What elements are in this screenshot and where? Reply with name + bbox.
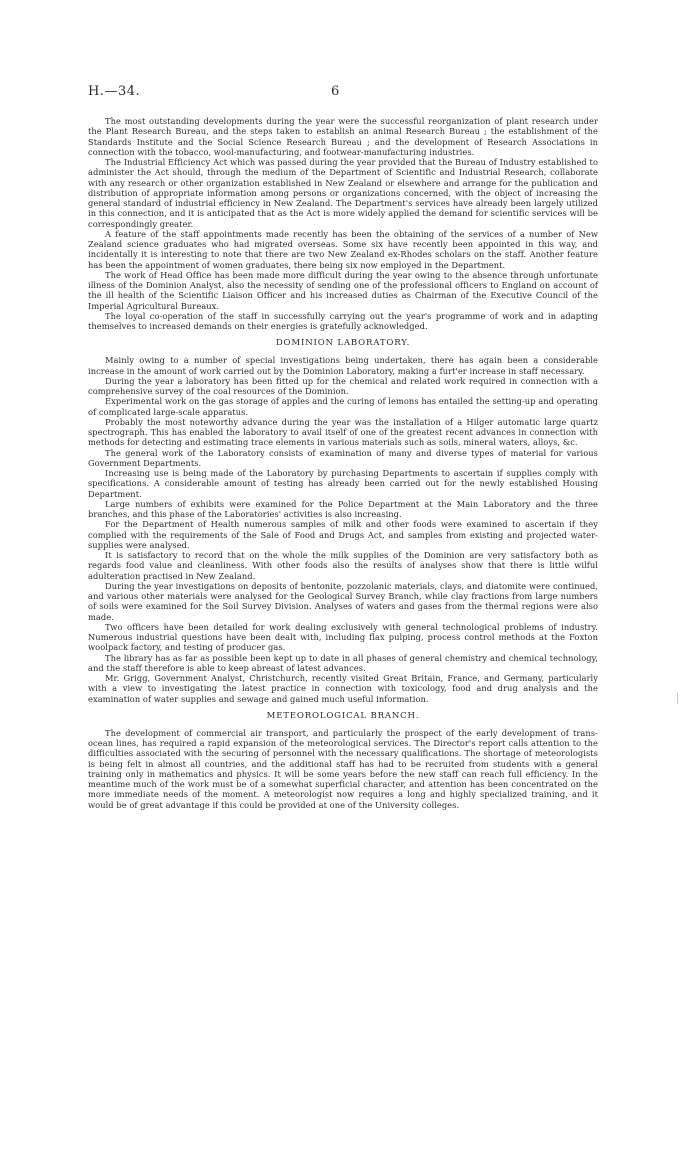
paragraph: Probably the most noteworthy advance during the year was the installation of a Hilger automatic large quartz spectrograph. This has enabled the laboratory to avail itself of one of the greatest recent advances in connection with methods for detecting and estimating trace elements in various materials such as soils, mineral waters, alloys, &c. [88, 416, 598, 448]
paragraph: The general work of the Laboratory consists of examination of many and diverse types of material for various Government Departments. [88, 447, 598, 468]
paragraph: It is satisfactory to record that on the whole the milk supplies of the Dominion are very satisfactory both as regards food value and cleanliness. With other foods also the results of analyses show that there is little wilful adulteration practised in New Zealand. [88, 550, 598, 581]
paragraph: Increasing use is being made of the Laboratory by purchasing Departments to ascertain if supplies comply with specifications. A considerable amount of testing has already been carried out for the newly established Housing Department. [88, 468, 598, 499]
meteorological-branch-section [88, 711, 598, 810]
margin-mark [677, 692, 678, 704]
paragraph: During the year investigations on deposits of bentonite, pozzolanic materials, clays, and diatomite were continued, and various other materials were analysed for the Geological Survey Branch, while clay fractions from large numbers of soils were examined for the Soil Survey Division. Analyses of waters and gases from the thermal regions were also made. [88, 580, 598, 622]
paragraph: The Industrial Efficiency Act which was passed during the year provided that the Bureau of Industry established to administer the Act should, through the medium of the Department of Scientific and Industrial Research, collaborate with any research or other organization established in New Zealand or elsewhere and arrange for the publication and distribution of appropriate information among persons or organizations concerned, with the object of increasing the general standard of industrial efficiency in New Zealand. The Department's services have already been largely utilized in this connection, and it is anticipated that as the Act is more widely applied the demand for scientific services will be correspondingly greater. [88, 157, 598, 229]
paragraph: Mainly owing to a number of special investigations being undertaken, there has again been a considerable increase in the amount of work carried out by the Dominion Laboratory, making a furt'er increase in staff necessary. [88, 355, 598, 376]
section-heading: DOMINION LABORATORY. [275, 338, 411, 349]
paragraph: Mr. Grigg, Government Analyst, Christchurch, recently visited Great Britain, France, and Germany, particularly with a view to investigating the latest practice in connection with toxicology, food and drug analysis and the examination of water supplies and sewage and gained much useful information. [88, 673, 598, 704]
document-id: H.—34. [88, 84, 141, 99]
paragraph: Large numbers of exhibits were examined for the Police Department at the Main Laboratory and the three branches, and this phase of the Laboratories' activities is also increasing. [88, 498, 598, 519]
intro-section [88, 116, 598, 331]
page-number: 6 [331, 84, 340, 99]
paragraph: A feature of the staff appointments made recently has been the obtaining of the services of a number of New Zealand science graduates who had migrated overseas. Some six have recently been appointed in this way, and incidentally it is interesting to note that there are two New Zealand ex-Rhodes scholars on the staff. Another feature has been the appointment of women graduates, there being six now employed in the Department. [88, 228, 598, 270]
paragraph: During the year a laboratory has been fitted up for the chemical and related work required in connection with a comprehensive survey of the coal resources of the Dominion. [88, 375, 598, 396]
page-header [88, 84, 612, 104]
paragraph: The loyal co-operation of the staff in successfully carrying out the year's programme of work and in adapting themselves to increased demands on their energies is gratefully acknowledged. [88, 310, 598, 331]
paragraph: For the Department of Health numerous samples of milk and other foods were examined to ascertain if they complied with the requirements of the Sale of Food and Drugs Act, and samples from existing and projected water-supplies were analysed. [88, 519, 598, 550]
paragraph: The library has as far as possible been kept up to date in all phases of general chemistry and chemical technology, and the staff therefore is able to keep abreast of latest advances. [88, 652, 598, 673]
paragraph: The most outstanding developments during the year were the successful reorganization of plant research under the Plant Research Bureau, and the steps taken to establish an animal Research Bureau ; the establishment of the Standards Institute and the Social Science Research Bureau ; and the development of Research Associations in connection with the tobacco, wool-manufacturing, and footwear-manufacturing industries. [88, 116, 598, 157]
paragraph: Experimental work on the gas storage of apples and the curing of lemons has entailed the setting-up and operating of complicated large-scale apparatus. [88, 396, 598, 417]
section-heading: METEOROLOGICAL BRANCH. [266, 710, 420, 721]
paragraph: The development of commercial air transport, and particularly the prospect of the early development of trans-ocean lines, has required a rapid expansion of the meteorological services. The Director's report calls attention to the difficulties associated with the securing of personnel with the necessary qualifications. The shortage of meteorologists is being felt in almost all countries, and the additional staff has had to be recruited from students with a general training only in mathematics and physics. It will be some years before the new staff can reach full efficiency. In the meantime much of the work must be of a somewhat superficial character, and attention has been concentrated on the more immediate needs of the moment. A meteorologist now requires a long and highly specialized training, and it would be of great advantage if this could be provided at one of the University colleges. [88, 727, 598, 810]
paragraph: Two officers have been detailed for work dealing exclusively with general technological problems of industry. Numerous industrial questions have been dealt with, including flax pulping, process control methods at the Foxton woolpack factory, and testing of producer gas. [88, 621, 598, 653]
dominion-laboratory-section [88, 338, 598, 704]
page-body [88, 116, 598, 810]
paragraph: The work of Head Office has been made more difficult during the year owing to the absence through unfortunate illness of the Dominion Analyst, also the necessity of sending one of the professional officers to England on account of the ill health of the Scientific Liaison Officer and his increased duties as Chairman of the Executive Council of the Imperial Agricultural Bureaux. [88, 269, 598, 311]
